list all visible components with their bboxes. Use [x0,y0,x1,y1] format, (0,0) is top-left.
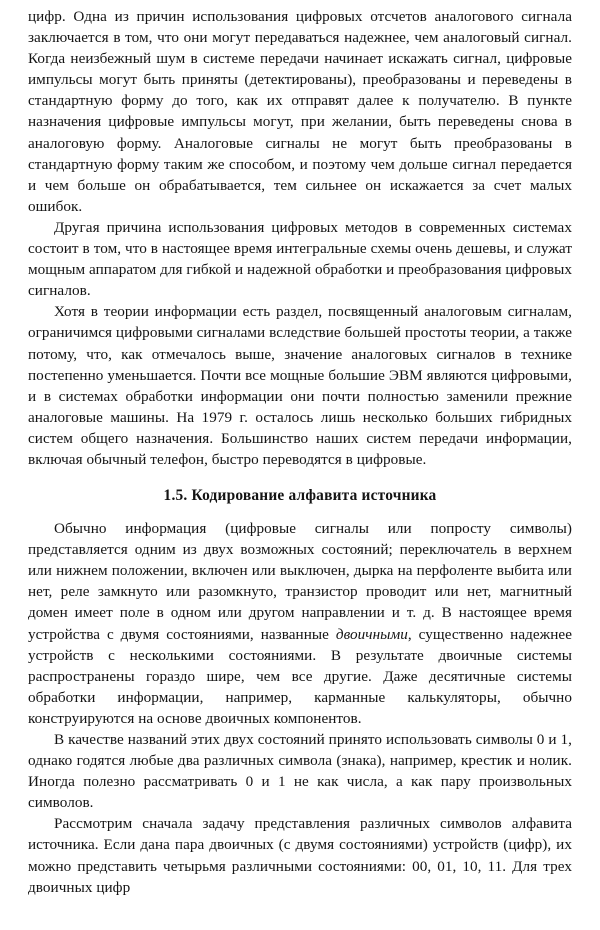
paragraph-source-alphabet: Рассмотрим сначала задачу представления различных символов алфавита источника. Если дана пара двоичных (с двумя состояниями) устройств (цифр), их можно представить четырьмя различными состояниями: 00, 01, 10, 11. Для трех двоичных цифр [28,815,572,896]
paragraph-digital-reasons: цифр. Одна из причин использования цифровых отсчетов аналогового сигнала заключается в том, что они могут передаваться надежнее, чем аналоговый сигнал. Когда неизбежный шум в системе передачи начинает искажать сигнал, цифровые импульсы могут быть приняты (детектированы), преобразованы и переведены в стандартную форму до того, как их отправят далее к получателю. В пункте назначения цифровые импульсы могут, при желании, быть переведены снова в аналоговую форму. Аналоговые сигналы не могут быть преобразованы в стандартную форму таким же способом, и поэтому чем дольше сигнал передается и чем больше он обрабатывается, тем сильнее он искажается за счет малых ошибок. [28,8,572,215]
section-heading: 1.5. Кодирование алфавита источника [163,487,437,505]
paragraph-symbols-0-1: В качестве названий этих двух состояний принято использовать символы 0 и 1, однако годятся любые два различных символа (знака), например, крестик и нолик. Иногда полезно рассматривать 0 и 1 не как числа, а как пару произвольных символов. [28,731,572,812]
paragraph-integrated-circuits: Другая причина использования цифровых методов в современных системах состоит в том, что в настоящее время интегральные схемы очень дешевы, и служат мощным аппаратом для гибкой и надежной обработки и преобразования цифровых сигналов. [28,218,572,300]
paragraph-two-states: Обычно информация (цифровые сигналы или попросту символы) представляется одним из двух возможных состояний; переключатель в верхнем или нижнем положении, включен или выключен, дырка на перфоленте выбита или нет, реле замкнуто или разомкнуто, транзистор проводит или нет, магнитный домен имеет поле в одном или другом направлении и т. д. В настоящее время устройства с двумя состояниями, названные двоичными, существенно надежнее устройств с несколькими состояниями. В результате двоичные системы распространены гораздо шире, чем все другие. Даже десятичные системы обработки информации, например, карманные калькуляторы, обычно конструируются на основе двоичных компонентов. [28,520,572,727]
paragraph-theory-analog: Хотя в теории информации есть раздел, посвященный аналоговым сигналам, ограничимся цифровыми сигналами вследствие большей простоты теории, а также потому, что, как отмечалось выше, значение аналоговых сигналов в технике постепенно уменьшается. Почти все мощные большие ЭВМ являются цифровыми, и в системах обработки информации они почти полностью заменили прежние аналоговые машины. На 1979 г. осталось лишь несколько больших гибридных систем общего назначения. Большинство наших систем передачи информации, включая обычный телефон, быстро переводятся в цифровые. [28,303,572,468]
emphasis-term: двоичными [335,625,408,643]
